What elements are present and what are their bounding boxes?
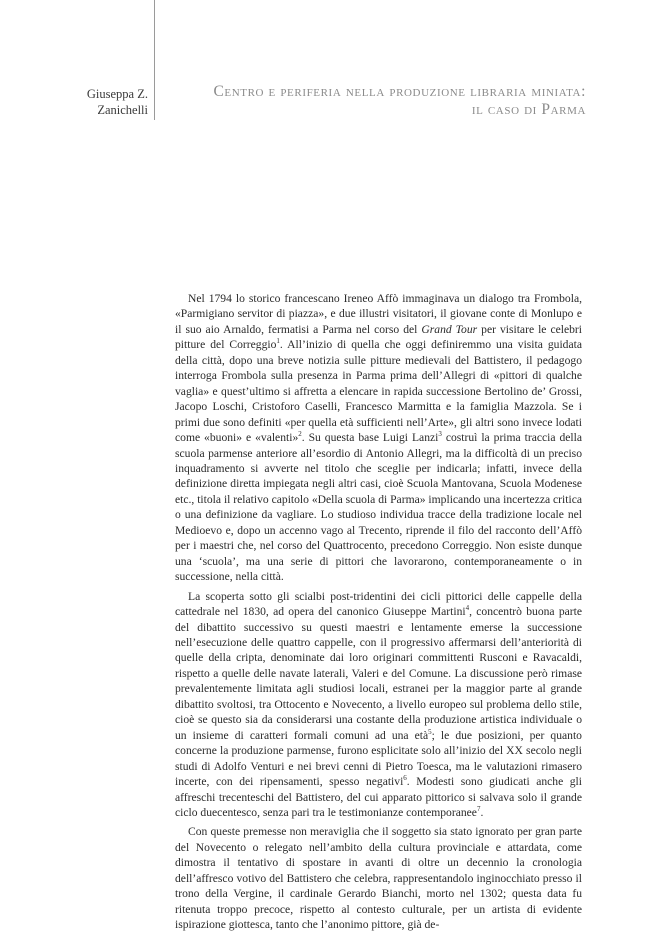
text-run: ; le due posizioni, per quanto concerne la produzione parmense, furono esplicitate solo all’inizio del XX secolo negli studi di Adolfo Venturi e nei brevi cenni di Pietro Toesca, ma le valutazioni rimasero incerte, con dei ripensamenti, spesso negativi — [175, 728, 582, 789]
text-run: , concentrò buona parte del dibattito successivo su questi maestri e lentamente emerse la successione nell’esecuzione delle quattro cappelle, con il progressivo affermarsi dell’anteriorità di quelle della cripta, denominate dai loro originari committenti Rusconi e Ravacaldi, rispetto a quelle delle navate laterali, Valeri e del Comune. La discussione però rimase prevalentemente limitata agli studiosi locali, estranei per la maggior parte al grande dibattito svoltosi, tra Ottocento e Novecento, a livello europeo sul problema dello stile, cioè se questo sia da considerarsi una costante della produzione artistica individuale o un insieme di caratteri formali comuni ad una età — [175, 605, 582, 742]
author-first-line: Giuseppa Z. — [86, 87, 148, 101]
text-run: . Su questa base Luigi Lanzi — [301, 431, 439, 445]
footnote-ref: 1 — [276, 337, 280, 346]
running-title-line-1: Centro e periferia nella produzione libraria miniata: — [213, 83, 586, 100]
paragraph-2 — [175, 589, 582, 821]
running-title-line-2: il caso di Parma — [471, 101, 586, 118]
text-run: . Modesti sono giudicati anche gli affreschi trecenteschi del Battistero, del cui apparato pittorico si salvava solo il grande ciclo duecentesco, senza pari tra le testimonianze contemporanee — [175, 775, 582, 819]
italic-text: Grand Tour — [421, 322, 478, 336]
footnote-ref: 7 — [476, 805, 481, 814]
text-run: . — [480, 805, 484, 819]
author-name — [60, 86, 148, 118]
footnote-ref: 2 — [298, 430, 302, 439]
author-last-line: Zanichelli — [97, 103, 148, 117]
paragraph-1 — [175, 291, 582, 585]
text-run: Con queste premesse non meraviglia che il soggetto sia stato ignorato per gran parte del Novecento o relegato nell’ambito della cultura provinciale e attardata, come dimostra il tentativo di spostare in avanti di oltre un decennio la cronologia dell’affresco votivo del Battistero che celebra, rappresentandolo inginocchiato presso il trono della Vergine, il cardinale Gerardo Bianchi, morto nel 1302; questa data fu ritenuta troppo precoce, rispetto al contesto culturale, per un artista di evidente ispirazione giottesca, tanto che l’anonimo pittore, già de- — [175, 825, 582, 932]
body-text — [175, 291, 582, 933]
running-title — [168, 83, 586, 119]
text-run: La scoperta sotto gli scialbi post-tridentini dei cicli pittorici delle cappelle della cattedrale nel 1830, ad opera del canonico Giuseppe Martini — [175, 589, 582, 619]
header-divider — [154, 0, 155, 120]
footnote-ref: 6 — [403, 774, 407, 783]
footnote-ref: 3 — [438, 430, 442, 439]
text-run: . All’inizio di quella che oggi definiremmo una visita guidata della città, dopo una breve notizia sulle pitture medievali del Battistero, il pedagogo interroga Frombola sulla presenza in Parma prima dell’Allegri di «pittori di qualche vaglia» e quest’ultimo si affretta a elencare in rapida successione Bertolino de’ Grossi, Jacopo Loschi, Cristoforo Caselli, Francesco Marmitta e la famiglia Mazzola. Se i primi due sono definiti «per quella età sufficienti nell’Arte», gli altri sono invece lodati come «buoni» e «valenti» — [175, 338, 582, 445]
footnote-ref: 5 — [428, 727, 432, 736]
paragraph-3 — [175, 824, 582, 932]
footnote-ref: 4 — [465, 604, 470, 613]
text-run: costruì la prima traccia della scuola parmense anteriore all’esordio di Antonio Allegri, ma la difficoltà di un preciso inquadramento si avverte nel titolo che sceglie per indicarla; infatti, invece della definizione diretta impiegata negli altri casi, cioè Scuola Mantovana, Scuola Modenese etc., titola il relativo capitolo «Della scuola di Parma» implicando una incertezza critica o una definizione da vagliare. Lo studioso individua tracce della tradizione locale nel Medioevo e, dopo un accenno vago al Trecento, riprende il filo del racconto dell’Affò per i maestri che, nel corso del Quattrocento, precedono Correggio. Non esiste dunque una ‘scuola’, ma una serie di pittori che lavorarono, contemporaneamente o in successione, nella città. — [175, 431, 583, 584]
text-run: per visitare le celebri pitture del Correggio — [175, 322, 582, 352]
text-run: Nel 1794 lo storico francescano Ireneo Affò immaginava un dialogo tra Frombola, «Parmigiano servitor di piazza», e due illustri visitatori, il giovane conte di Monlupo e il suo aio Arnaldo, fermatisi a Parma nel corso del — [175, 292, 582, 336]
